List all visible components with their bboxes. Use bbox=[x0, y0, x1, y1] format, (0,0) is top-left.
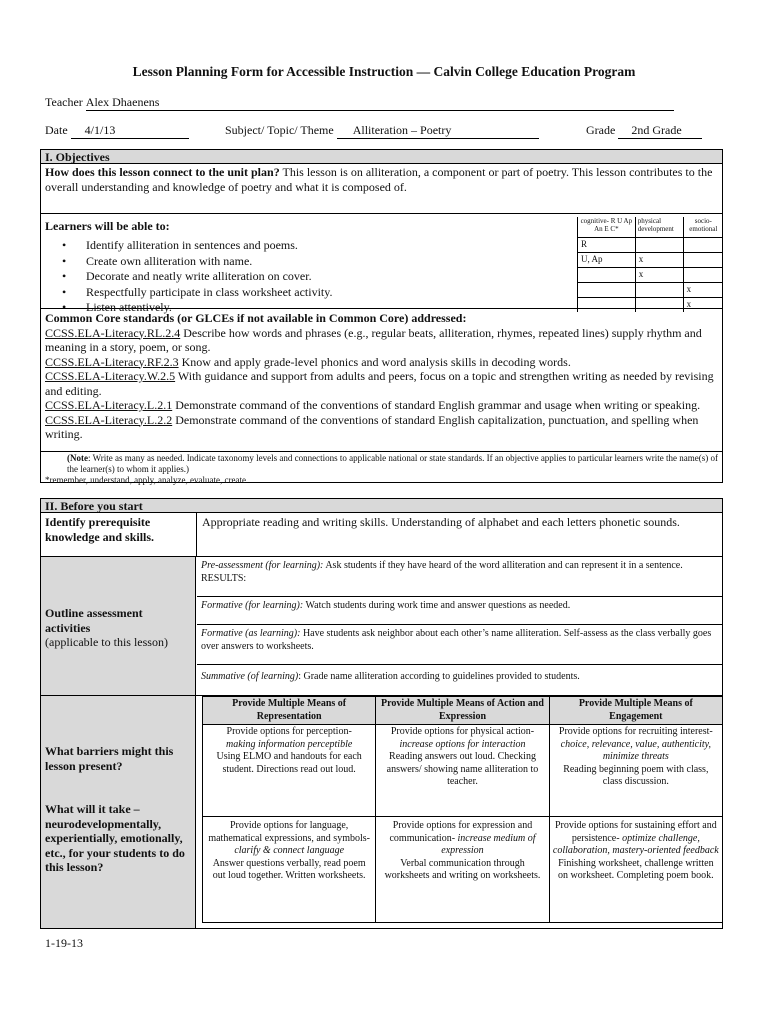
grid-header-physical: physical development bbox=[635, 217, 683, 237]
grid-cell bbox=[635, 282, 683, 297]
assessment-text: Watch students during work time and answer questions as needed. bbox=[303, 600, 571, 611]
barriers-block bbox=[41, 696, 722, 928]
page-title: Lesson Planning Form for Accessible Instruction — Calvin College Education Program bbox=[132, 64, 636, 79]
subject-label: Subject/ Topic/ Theme bbox=[225, 123, 334, 137]
udl-text: Verbal communication through worksheets and writing on worksheets. bbox=[384, 857, 541, 881]
note-block bbox=[41, 452, 722, 486]
assessment-formative-as bbox=[197, 625, 723, 665]
grid-row bbox=[578, 252, 724, 267]
grid-cell bbox=[683, 252, 723, 267]
assessment-sub: (applicable to this lesson) bbox=[45, 635, 168, 649]
objectives-heading: I. Objectives bbox=[41, 150, 722, 164]
assessment-text: Have students ask neighbor about each other’s name alliteration. Self-assess as the class verbally goes over answers to worksheets. bbox=[201, 628, 712, 652]
objectives-section bbox=[40, 149, 723, 483]
teacher-row bbox=[45, 95, 674, 111]
objective-item: • Identify alliteration in sentences and poems. bbox=[41, 238, 571, 254]
standard-item bbox=[45, 398, 718, 413]
date-row bbox=[45, 123, 189, 139]
udl-text: Reading beginning poem with class, class discussion. bbox=[563, 763, 709, 787]
standard-link[interactable]: CCSS.ELA-Literacy.L.2.1 bbox=[45, 398, 173, 412]
grade-label: Grade bbox=[586, 123, 616, 137]
assessment-type: Formative (as learning): bbox=[201, 628, 301, 639]
date-field: 4/1/13 bbox=[71, 123, 189, 139]
grid-cell: R bbox=[578, 237, 636, 252]
udl-table bbox=[202, 696, 723, 923]
before-heading: II. Before you start bbox=[41, 499, 722, 513]
udl-italic: increase options for interaction bbox=[399, 738, 526, 750]
udl-text: Provide options for physical action- bbox=[390, 726, 535, 737]
udl-cell bbox=[203, 725, 376, 817]
standard-text: Know and apply grade-level phonics and word analysis skills in decoding words. bbox=[178, 354, 571, 369]
assessment-label-cell bbox=[41, 557, 196, 695]
grid-cell bbox=[683, 237, 723, 252]
standard-item bbox=[45, 369, 718, 398]
taxonomy-footnote: *remember, understand, apply, analyze, evaluate, create bbox=[45, 475, 246, 485]
udl-text: Provide options for perception- bbox=[226, 726, 352, 737]
prereq-row bbox=[41, 513, 722, 557]
take-label: What will it take – neurodevelopmentally, experientially, emotionally, etc., for your students to do this lesson? bbox=[45, 802, 185, 874]
udl-cell bbox=[203, 817, 376, 923]
udl-italic: choice, relevance, value, authenticity, minimize threats bbox=[560, 738, 712, 762]
grid-cell bbox=[683, 267, 723, 282]
standards-label: Common Core standards (or GLCEs if not available in Common Core) addressed: bbox=[45, 311, 467, 325]
prereq-label: Identify prerequisite knowledge and skills. bbox=[45, 515, 155, 544]
udl-text: Using ELMO and handouts for each student. Directions read out loud. bbox=[216, 751, 362, 775]
udl-text: Provide options for recruiting interest- bbox=[558, 726, 713, 737]
standard-item bbox=[45, 355, 718, 370]
grid-cell: x bbox=[683, 282, 723, 297]
udl-cell bbox=[376, 817, 549, 923]
udl-text: Finishing worksheet, challenge written on worksheet. Completing poem book. bbox=[558, 857, 714, 881]
standard-item bbox=[45, 413, 718, 442]
assessment-block bbox=[41, 557, 722, 696]
note-body: : Write as many as needed. Indicate taxonomy levels and connections to applicable national or state standards. If an objective applies to particular learners write the name(s) of the learner(s) to whom it applies.) bbox=[67, 453, 718, 474]
grid-cell bbox=[578, 297, 636, 312]
udl-row bbox=[203, 817, 723, 923]
assessment-type: Summative (of learning) bbox=[201, 671, 299, 682]
grid-cell bbox=[578, 267, 636, 282]
standards-block bbox=[41, 309, 722, 452]
subject-row bbox=[225, 123, 539, 139]
objective-item: • Decorate and neatly write alliteration on cover. bbox=[41, 269, 571, 285]
standard-item bbox=[45, 326, 718, 355]
standard-link[interactable]: CCSS.ELA-Literacy.RL.2.4 bbox=[45, 325, 181, 340]
standard-text: With guidance and support from adults and peers, focus on a topic and strengthen writing as needed by revising and editing. bbox=[45, 369, 714, 398]
standard-text: Describe how words and phrases (e.g., regular beats, alliteration, rhymes, repeated lines) supply rhythm and meaning in a story, poem, or song. bbox=[45, 325, 702, 354]
udl-italic: making information perceptible bbox=[226, 738, 353, 750]
unit-connection bbox=[41, 164, 722, 214]
objectives-list bbox=[41, 238, 571, 316]
grid-row bbox=[578, 297, 724, 312]
note-label: (Note bbox=[67, 453, 88, 463]
grid-cell: x bbox=[635, 252, 683, 267]
barriers-label: What barriers might this lesson present? bbox=[45, 744, 174, 773]
udl-header-row bbox=[203, 697, 723, 725]
note-text bbox=[45, 453, 718, 475]
assessment-pre bbox=[197, 557, 723, 597]
before-section bbox=[40, 498, 723, 929]
grid-header-cognitive: cognitive- R U Ap An E C* bbox=[578, 217, 636, 237]
barriers-label-cell bbox=[41, 696, 196, 928]
assessment-summative bbox=[197, 665, 723, 695]
standard-link[interactable]: CCSS.ELA-Literacy.RF.2.3 bbox=[45, 354, 179, 369]
udl-italic: optimize challenge, collaboration, mastery-oriented feedback bbox=[552, 832, 719, 856]
grid-header-row bbox=[578, 217, 724, 237]
date-label: Date bbox=[45, 123, 68, 137]
grid-row bbox=[578, 267, 724, 282]
udl-row bbox=[203, 725, 723, 817]
grid-cell: U, Ap bbox=[578, 252, 636, 267]
standard-text: Demonstrate command of the conventions of standard English capitalization, punctuation, and spelling when writing. bbox=[45, 412, 699, 441]
grid-cell bbox=[635, 237, 683, 252]
prereq-text: Appropriate reading and writing skills. Understanding of alphabet and each letters phonetic sounds. bbox=[202, 515, 680, 529]
assessment-type: Pre-assessment (for learning): bbox=[201, 560, 324, 571]
page-footer-date: 1-19-13 bbox=[45, 936, 83, 950]
standard-link[interactable]: CCSS.ELA-Literacy.W.2.5 bbox=[45, 369, 176, 383]
grade-row bbox=[586, 123, 702, 139]
grid-cell bbox=[578, 282, 636, 297]
udl-header: Provide Multiple Means of Action and Expression bbox=[376, 697, 549, 725]
grid-row bbox=[578, 237, 724, 252]
teacher-field: Alex Dhaenens bbox=[86, 95, 674, 111]
udl-text: Answer questions verbally, read poem out loud together. Written worksheets. bbox=[212, 857, 366, 881]
column-divider bbox=[196, 513, 197, 556]
connection-answer: This lesson is on alliteration, a component or part of poetry. This lesson contributes to the overall understanding and knowledge of poetry and what it is composed of. bbox=[45, 165, 713, 194]
taxonomy-grid bbox=[577, 217, 723, 312]
objective-item: • Create own alliteration with name. bbox=[41, 254, 571, 270]
udl-cell bbox=[376, 725, 549, 817]
grid-cell: x bbox=[686, 299, 692, 310]
objective-item: • Respectfully participate in class worksheet activity. bbox=[41, 285, 571, 301]
assessment-formative-for bbox=[197, 597, 723, 625]
udl-header: Provide Multiple Means of Engagement bbox=[549, 697, 722, 725]
udl-italic: increase medium of expression bbox=[441, 832, 536, 856]
learners-block bbox=[41, 214, 722, 315]
grade-field: 2nd Grade bbox=[618, 123, 702, 139]
objective-item: • Listen attentively. bbox=[41, 300, 571, 316]
connection-question: How does this lesson connect to the unit plan? bbox=[45, 165, 280, 179]
grid-header-socio: socio- emotional bbox=[683, 217, 723, 237]
udl-header: Provide Multiple Means of Representation bbox=[203, 697, 376, 725]
udl-cell bbox=[549, 725, 722, 817]
udl-text: Provide options for language, mathematical expressions, and symbols- bbox=[208, 820, 370, 844]
grid-cell: x bbox=[635, 267, 683, 282]
teacher-label: Teacher bbox=[45, 95, 83, 109]
assessment-type: Formative (for learning): bbox=[201, 600, 304, 611]
standard-link[interactable]: CCSS.ELA-Literacy.L.2.2 bbox=[45, 412, 173, 427]
assessment-text: Ask students if they have heard of the word alliteration and can represent it in a sentence. RESULTS: bbox=[201, 560, 683, 584]
assessment-text: : Grade name alliteration according to guidelines provided to students. bbox=[298, 671, 580, 682]
udl-text: Reading answers out loud. Checking answers/ showing name alliteration to teacher. bbox=[386, 751, 539, 787]
udl-italic: clarify & connect language bbox=[234, 845, 345, 856]
grid-row bbox=[578, 282, 724, 297]
udl-text: Provide options for expression and communication- bbox=[389, 820, 533, 844]
subject-field: Alliteration – Poetry bbox=[337, 123, 539, 139]
assessment-label: Outline assessment activities bbox=[45, 606, 143, 635]
udl-text: Provide options for sustaining effort and persistence- bbox=[554, 820, 717, 844]
grid-cell bbox=[635, 297, 683, 312]
standard-text: Demonstrate command of the conventions of standard English grammar and usage when writing or speaking. bbox=[172, 398, 701, 412]
udl-cell bbox=[549, 817, 722, 923]
learners-label: Learners will be able to: bbox=[45, 219, 170, 233]
